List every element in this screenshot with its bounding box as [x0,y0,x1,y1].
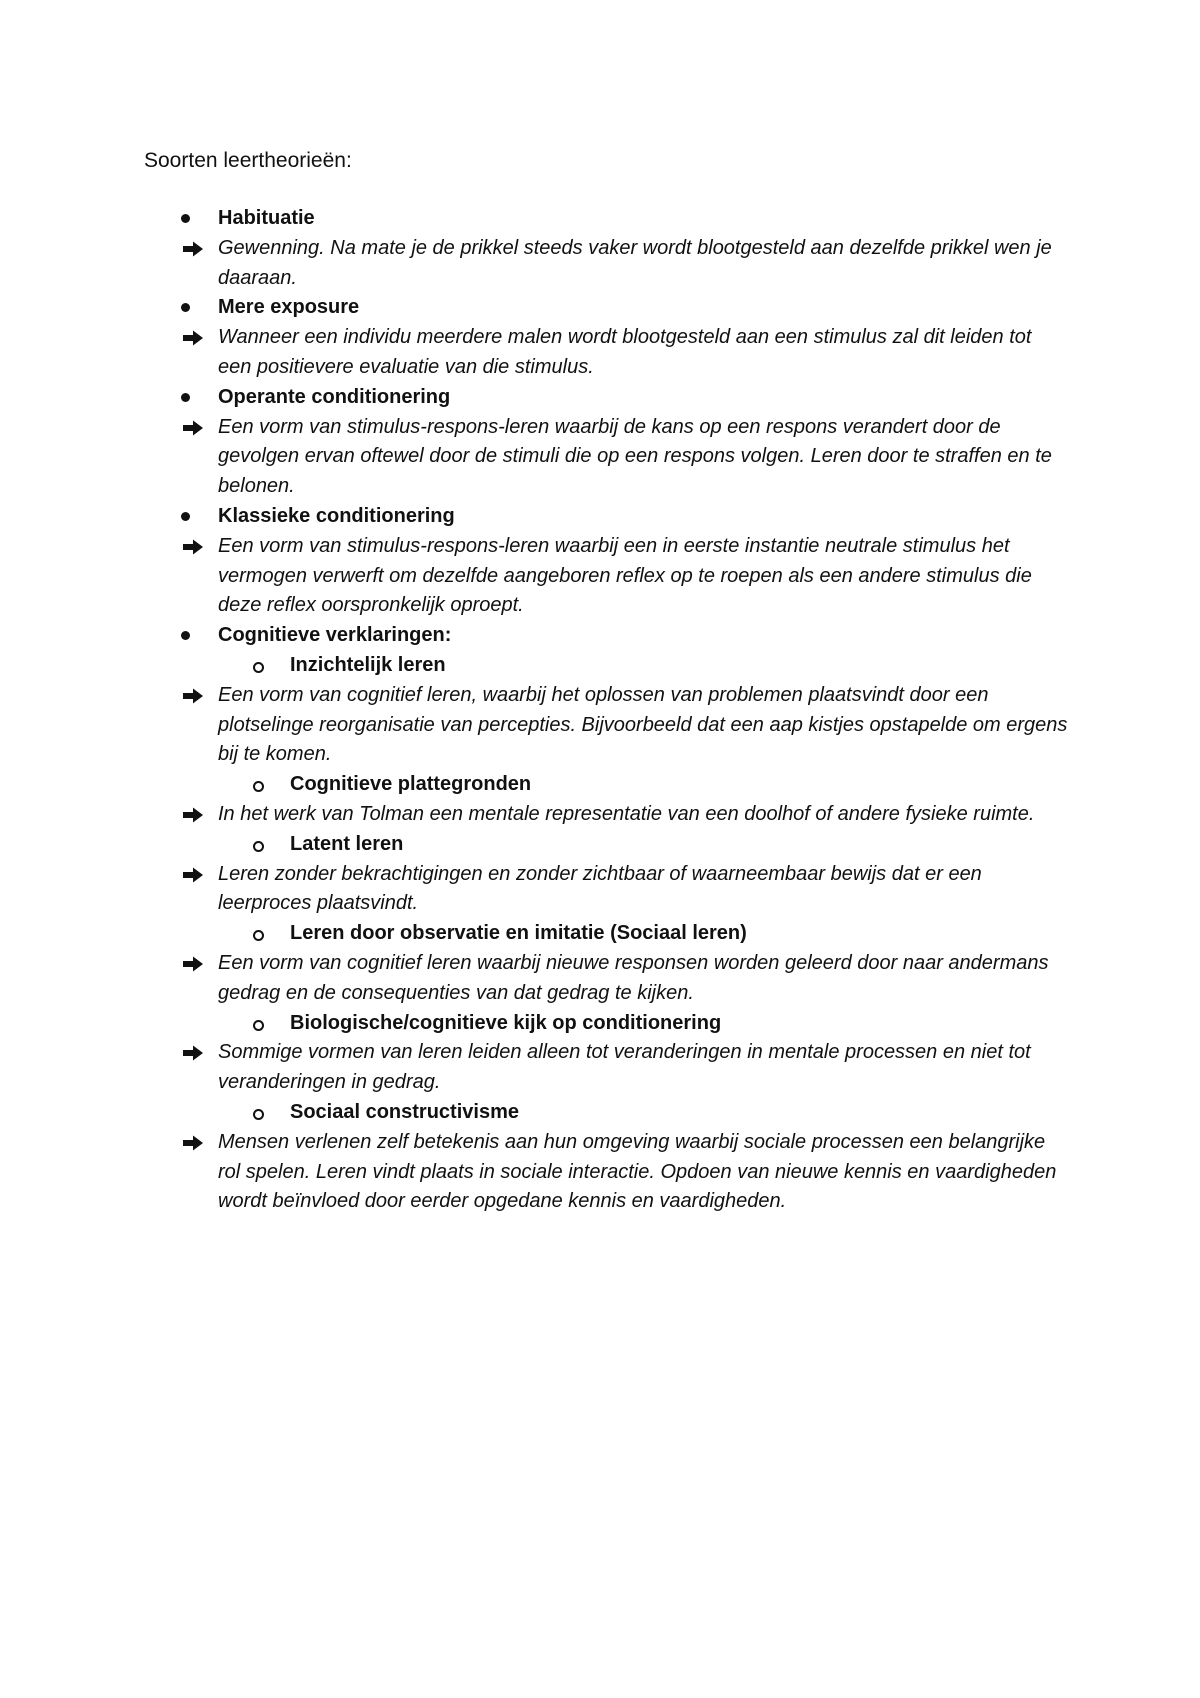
description-text: Wanneer een individu meerdere malen wordt blootgesteld aan een stimulus zal dit leiden tot een positievere evaluatie van die stimulus. [218,326,1032,378]
circle-bullet-icon [253,1098,267,1128]
list-item-description [0,1128,1200,1217]
list-item-description [0,234,1200,294]
item-title: Cognitieve plattegronden [290,773,532,796]
description-text: Sommige vormen van leren leiden alleen tot veranderingen in mentale processen en niet tot veranderingen in gedrag. [218,1041,1031,1094]
circle-bullet-icon [253,830,267,860]
list-item-subheading [0,830,1200,860]
circle-bullet-icon [253,919,267,949]
arrow-right-icon [182,860,204,890]
list-item-description [0,532,1200,621]
content-list [0,204,1200,1217]
item-title: Sociaal constructivisme [290,1100,519,1123]
item-title: Latent leren [290,832,404,855]
list-item-description [0,413,1200,502]
circle-bullet-icon [253,770,267,800]
description-text: Een vorm van cognitief leren, waarbij het oplossen van problemen plaatsvindt door een plotselinge reorganisatie van percepties. Bijvoorbeeld dat een aap kistjes opstapelde om ergens bij te komen. [218,683,1068,766]
list-item-description [0,323,1200,383]
list-item-subheading [0,1098,1200,1128]
document-title: Soorten leertheorieën: [144,149,352,172]
arrow-right-icon [182,1128,204,1158]
circle-bullet-icon [253,651,267,681]
description-text: Mensen verlenen zelf betekenis aan hun omgeving waarbij sociale processen een belangrijke rol spelen. Leren vindt plaats in sociale interactie. Opdoen van nieuwe kennis en vaardigheden wordt beïnvloed door eerder opgedane kennis en vaardigheden. [218,1130,1057,1213]
arrow-right-icon [182,1038,204,1068]
list-item-description [0,800,1200,830]
item-title: Habituatie [218,207,315,229]
item-title: Klassieke conditionering [218,504,455,527]
arrow-right-icon [182,413,204,443]
list-item-heading [0,502,1200,532]
list-item-heading [0,621,1200,651]
description-text: Leren zonder bekrachtigingen en zonder zichtbaar of waarneembaar bewijs dat er een leerproces plaatsvindt. [218,862,982,915]
arrow-right-icon [182,532,204,562]
item-title: Operante conditionering [218,385,451,408]
arrow-right-icon [182,800,204,830]
arrow-right-icon [182,234,204,264]
item-title: Mere exposure [218,296,360,319]
list-item-description [0,949,1200,1009]
circle-bullet-icon [253,1009,267,1039]
list-item-subheading [0,919,1200,949]
list-item-heading [0,293,1200,323]
description-text: Een vorm van cognitief leren waarbij nieuwe responsen worden geleerd door naar andermans gedrag en de consequenties van dat gedrag te kijken. [218,951,1049,1004]
list-item-subheading [0,770,1200,800]
item-title: Inzichtelijk leren [290,653,446,676]
arrow-right-icon [182,323,204,353]
list-item-description [0,860,1200,920]
list-item-description [0,1038,1200,1098]
item-title: Biologische/cognitieve kijk op conditionering [290,1011,722,1034]
description-text: Gewenning. Na mate je de prikkel steeds vaker wordt blootgesteld aan dezelfde prikkel wen je daaraan. [218,236,1052,289]
arrow-right-icon [182,949,204,979]
item-title: Leren door observatie en imitatie (Sociaal leren) [290,922,747,945]
list-item-heading [0,204,1200,234]
description-text: Een vorm van stimulus-respons-leren waarbij een in eerste instantie neutrale stimulus het vermogen verwerft om dezelfde aangeboren reflex op te roepen als een andere stimulus die deze reflex oorspronkelijk oproept. [218,534,1032,617]
list-item-subheading [0,651,1200,681]
list-item-description [0,681,1200,770]
description-text: Een vorm van stimulus-respons-leren waarbij de kans op een respons verandert door de gevolgen ervan oftewel door de stimuli die op een respons volgen. Leren door te straffen en te belonen. [218,415,1052,498]
arrow-right-icon [182,681,204,711]
list-item-heading [0,383,1200,413]
description-text: In het werk van Tolman een mentale representatie van een doolhof of andere fysieke ruimte. [218,802,1035,825]
list-item-subheading [0,1009,1200,1039]
item-title: Cognitieve verklaringen: [218,624,452,647]
